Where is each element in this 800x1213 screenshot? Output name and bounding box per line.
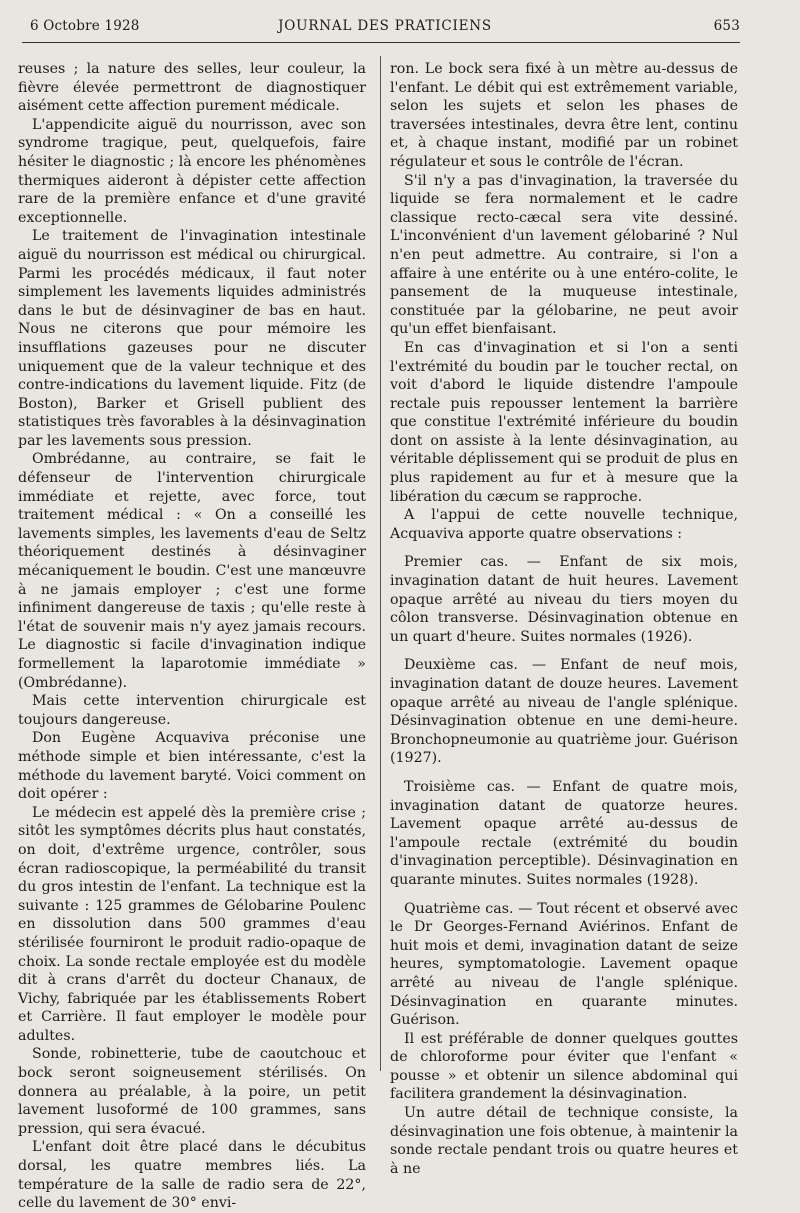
page-number: 653 [713,18,740,34]
paragraph: Le traitement de l'invagination intestinale aiguë du nourrisson est médical ou chirurgical. Parmi les procédés médicaux, il faut noter simplement les lavements liquides administrés dans le but de désinvaginer de bas en haut. Nous ne citerons que pour mémoire les insufflations gazeuses pour ne discuter uniquement que de la valeur technique et des contre-indications du lavement liquide. Fitz (de Boston), Barker et Grisell publient des statistiques très favorables à la désinvagination par les lavements sous pression. [18,228,366,449]
paragraph: reuses ; la nature des selles, leur couleur, la fièvre élevée permettront de diagnostiquer aisément cette affection purement médicale. [18,61,366,115]
column-divider [380,56,381,1071]
case-paragraph: Troisième cas. — Enfant de quatre mois, invagination datant de quatorze heures. Lavement opaque arrêté au-dessus de l'ampoule rectale (extrémité du boudin d'invagination perceptible). Désinvagination en quarante minutes. Suites normales (1928). [390,778,738,888]
paragraph: A l'appui de cette nouvelle technique, Acquaviva apporte quatre observations : [390,507,738,542]
header-rule [22,42,740,43]
paragraph: L'appendicite aiguë du nourrisson, avec son syndrome tragique, peut, quelquefois, faire hésiter le diagnostic ; là encore les phénomènes thermiques aideront à dépister cette affection rare de la première enfance et d'une gravité exceptionnelle. [18,116,366,226]
right-column [390,60,738,1178]
case-paragraph: Deuxième cas. — Enfant de neuf mois, invagination datant de douze heures. Lavement opaque arrêté au niveau de l'angle splénique. Désinvagination obtenue en une demi-heure. Bronchopneumonie au quatrième jour. Guérison (1927). [390,657,738,767]
paragraph: ron. Le bock sera fixé à un mètre au-dessus de l'enfant. Le débit qui est extrêmement variable, selon les sujets et selon les phases de traversées intestinales, devra être lent, continu et, à chaque instant, modifié par un robinet régulateur et sous le contrôle de l'écran. [390,61,738,170]
case-paragraph: Quatrième cas. — Tout récent et observé avec le Dr Georges-Fernand Aviérinos. Enfant de huit mois et demi, invagination datant de seize heures, symptomatologie. Lavement opaque arrêté au niveau de l'angle splénique. Désinvagination en quarante minutes. Guérison. [390,900,738,1029]
paragraph: En cas d'invagination et si l'on a senti l'extrémité du boudin par le toucher rectal, on voit d'abord le liquide distendre l'ampoule rectale puis repousser lentement la barrière que constitue l'extrémité inférieure du boudin dont on assiste à la lente désinvagination, au véritable déplissement qui se produit de plus en plus rapidement au fur et à mesure que la libération du cæcum se rapproche. [390,339,738,505]
paragraph: Il est préférable de donner quelques gouttes de chloroforme pour éviter que l'enfant « pousse » et obtenir un silence abdominal qui facilitera grandement la désinvagination. [390,1030,738,1103]
paragraph: S'il n'y a pas d'invagination, la traversée du liquide se fera normalement et le cadre classique recto-cæcal sera vite dessiné. L'inconvénient d'un lavement gélobariné ? Nul n'en peut admettre. Au contraire, si l'on a affaire à une entérite ou à une entéro-colite, le pansement de la muqueuse intestinale, constituée par la gélobarine, ne peut avoir qu'un effet bienfaisant. [390,172,738,338]
case-paragraph: Premier cas. — Enfant de six mois, invagination datant de huit heures. Lavement opaque arrêté au niveau du tiers moyen du côlon transverse. Désinvagination obtenue en un quart d'heure. Suites normales (1926). [390,554,738,645]
paragraph: Un autre détail de technique consiste, la désinvagination une fois obtenue, à maintenir la sonde rectale pendant trois ou quatre heures et à ne [390,1105,738,1177]
paragraph: L'enfant doit être placé dans le décubitus dorsal, les quatre membres liés. La température de la salle de radio sera de 22°, celle du lavement de 30° envi- [18,1139,366,1212]
journal-title: JOURNAL DES PRATICIENS [278,18,492,34]
running-header [30,18,740,40]
paragraph: Ombrédanne, au contraire, se fait le défenseur de l'intervention chirurgicale immédiate et rejette, avec force, tout traitement médical : « On a conseillé les lavements simples, les lavements d'eau de Seltz théoriquement destinés à désinvaginer mécaniquement le boudin. C'est une manœuvre à ne jamais employer ; c'est une forme infiniment dangereuse de taxis ; qu'elle reste à l'état de souvenir mais n'y ayez jamais recours. Le diagnostic si facile d'invagination indique formellement la laparotomie immédiate » (Ombrédanne). [18,451,366,691]
paragraph: Don Eugène Acquaviva préconise une méthode simple et bien intéressante, c'est la méthode du lavement baryté. Voici comment on doit opérer : [18,730,366,803]
paragraph: Le médecin est appelé dès la première crise ; sitôt les symptômes décrits plus haut constatés, on doit, d'extrême urgence, contrôler, sous écran radioscopique, la perméabilité du transit du gros intestin de l'enfant. La technique est la suivante : 125 grammes de Gélobarine Poulenc en dissolution dans 500 grammes d'eau stérilisée fourniront le produit radio-opaque de choix. La sonde rectale employée est du modèle dit à crans d'arrêt du docteur Chanaux, de Vichy, fabriquée par les établissements Robert et Carrière. Il faut employer le modèle pour adultes. [18,804,366,1044]
paragraph: Sonde, robinetterie, tube de caoutchouc et bock seront soigneusement stérilisés. On donnera au préalable, à la poire, un petit lavement lusoformé de 100 grammes, sans pression, qui sera évacué. [18,1046,366,1137]
header-date: 6 Octobre 1928 [30,18,140,34]
left-column [18,60,366,1213]
paragraph: Mais cette intervention chirurgicale est toujours dangereuse. [18,693,366,728]
